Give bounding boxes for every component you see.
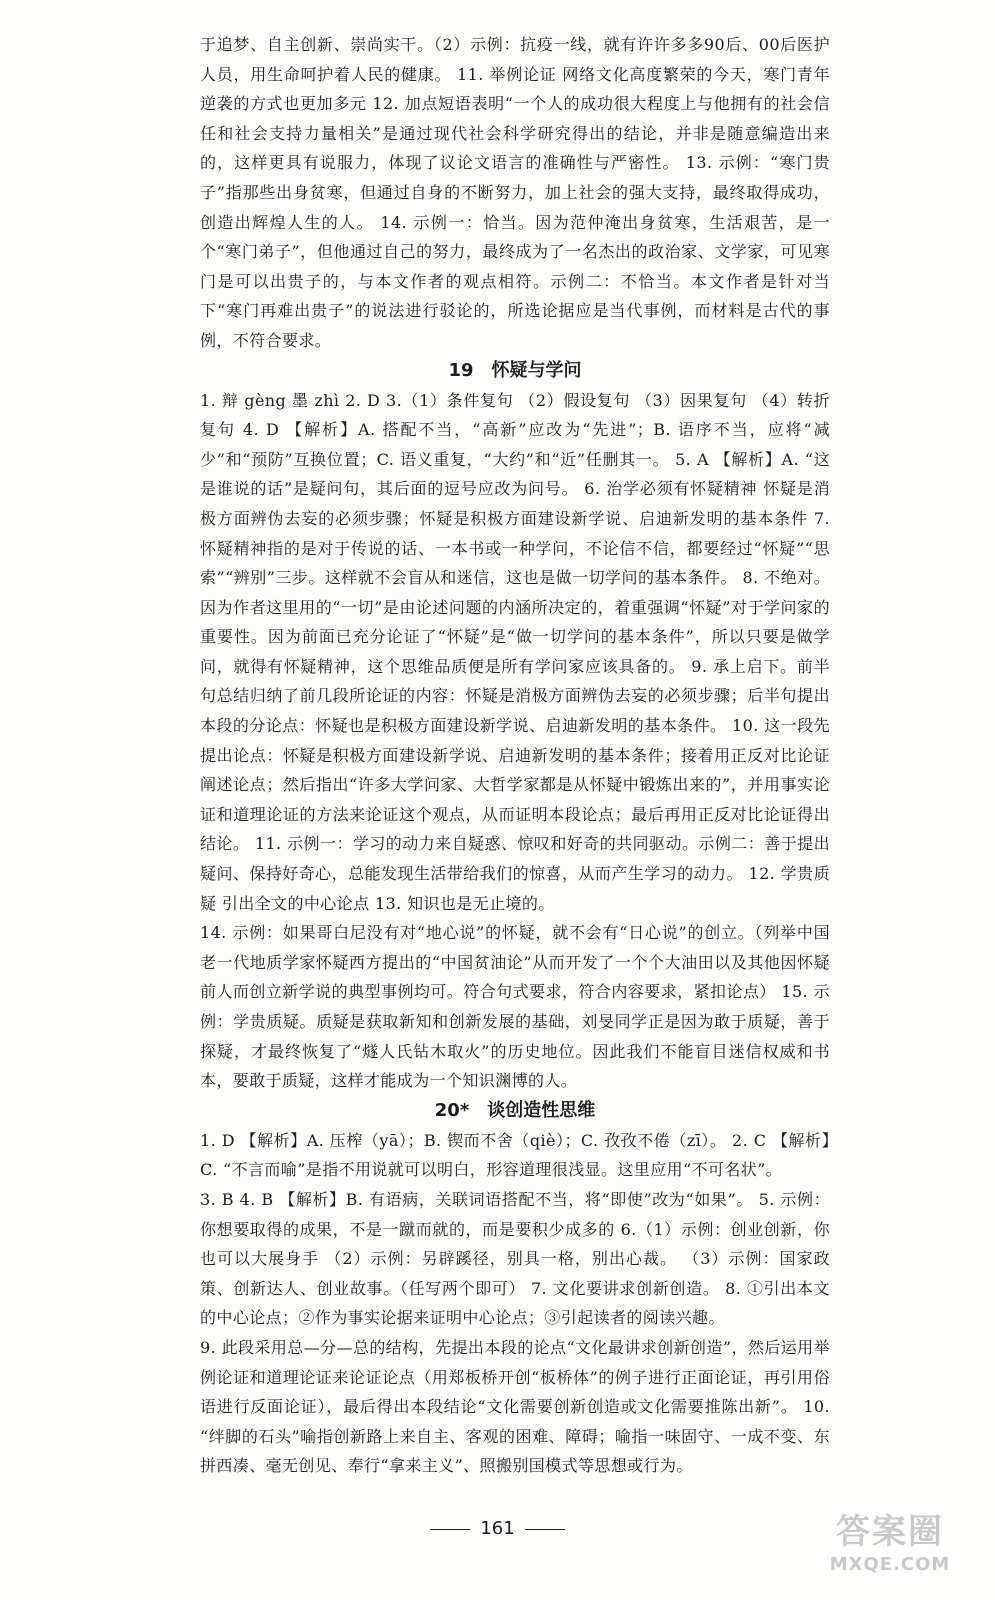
footer-dash-right [525,1529,565,1530]
answer-paragraph: 3. B 4. B 【解析】B. 有语病，关联词语搭配不当，将“即使”改为“如果”。 5. 示例：你想要取得的成果，不是一蹴而就的，而是要积少成多的 6.（1）示例：创业创新，你也可以大展身手 （2）示例：另辟蹊径，别具一格，别出心裁。 （3）示例：国家政策、创新达人、创业故事。（任写两个即可） 7. 文化要讲求创新创造。 8. ①引出本文的中心论点；②作为事实论据来证明中心论点；③引起读者的阅读兴趣。 [200,1189,830,1328]
section-title: 谈创造性思维 [487,1099,596,1121]
answer-paragraph: 9. 此段采用总—分—总的结构，先提出本段的论点“文化最讲求创新创造”，然后运用举例论证和道理论证来论证论点（用郑板桥开创“板桥体”的例子进行正面论证，再引用俗语进行反面论证），最后得出本段结论“文化需要创新创造或文化需要推陈出新”。 10. “绊脚的石头”喻指创新路上来自主、客观的困难、障碍；喻指一味固守、一成不变、东拼西凑、毫无创见、奉行“拿来主义”、照搬别国模式等思想或行为。 [200,1337,830,1476]
footer-dash-left [430,1529,470,1530]
section-heading-19 [200,356,830,386]
section-title: 怀疑与学问 [491,359,582,381]
section-heading-20 [200,1096,830,1126]
answer-paragraph: 14. 示例：如果哥白尼没有对“地心说”的怀疑，就不会有“日心说”的创立。（列举中国老一代地质学家怀疑西方提出的“中国贫油论”从而开发了一个个大油田以及其他因怀疑前人而创立新学说的典型事例均可。符合句式要求，符合内容要求，紧扣论点） 15. 示例：学贵质疑。质疑是获取新知和创新发展的基础，刘旻同学正是因为敢于质疑，善于探疑，才最终恢复了“燧人氏钻木取火”的历史地位。因此我们不能盲目迷信权威和书本，要敢于质疑，这样才能成为一个知识渊博的人。 [200,923,830,1091]
section-number: 20* [434,1099,470,1121]
watermark-logo [810,1510,970,1590]
watermark-url: MXQE.COM [829,1554,951,1575]
section-number: 19 [448,359,474,381]
page-content [200,30,830,1481]
answer-paragraph: 于追梦、自主创新、崇尚实干。（2）示例：抗疫一线，就有许许多多90后、00后医护人员，用生命呵护着人民的健康。 11. 举例论证 网络文化高度繁荣的今天，寒门青年逆袭的方式也更加多元 12. 加点短语表明“一个人的成功很大程度上与他拥有的社会信任和社会支持力量相关”是通过现代社会科学研究得出的结论，并非是随意编造出来的，这样更具有说服力，体现了议论文语言的准确性与严密性。 13. 示例：“寒门贵子”指那些出身贫寒，但通过自身的不断努力，加上社会的强大支持，最终取得成功，创造出辉煌人生的人。 14. 示例一：恰当。因为范仲淹出身贫寒，生活艰苦，是一个“寒门弟子”，但他通过自己的努力，最终成为了一名杰出的政治家、文学家，可见寒门是可以出贵子的，与本文作者的观点相符。示例二：不恰当。本文作者是针对当下“寒门再难出贵子”的说法进行驳论的，所选论据应是当代事例，而材料是古代的事例，不符合要求。 [200,35,830,350]
page-number: 161 [480,1518,515,1539]
watermark-text: 答案圈 [836,1512,944,1552]
answer-paragraph: 1. 辩 gèng 墨 zhì 2. D 3.（1）条件复句 （2）假设复句 （3）因果复句 （4）转折复句 4. D 【解析】A. 搭配不当，“高新”应改为“先进”；B. 语序不当，应将“减少”和“预防”互换位置；C. 语义重复，“大约”和“近”任删其一。 5. A 【解析】A. “这是谁说的话”是疑问句，其后面的逗号应改为问号。 6. 治学必须有怀疑精神 怀疑是消极方面辨伪去妄的必须步骤；怀疑是积极方面建设新学说、启迪新发明的基本条件 7. 怀疑精神指的是对于传说的话、一本书或一种学问，不论信不信，都要经过“怀疑”“思索”“辨别”三步。这样就不会盲从和迷信，这也是做一切学问的基本条件。 8. 不绝对。因为作者这里用的“一切”是由论述问题的内涵所决定的，着重强调“怀疑”对于学问家的重要性。因为前面已充分论证了“怀疑”是“做一切学问的基本条件”，所以只要是做学问，就得有怀疑精神，这个思维品质便是所有学问家应该具备的。 9. 承上启下。前半句总结归纳了前几段所论证的内容：怀疑是消极方面辨伪去妄的必须步骤；后半句提出本段的分论点：怀疑也是积极方面建设新学说、启迪新发明的基本条件。 10. 这一段先提出论点：怀疑是积极方面建设新学说、启迪新发明的基本条件；接着用正反对比论证阐述论点；然后指出“许多大学问家、大哲学家都是从怀疑中锻炼出来的”，并用事实论证和道理论证的方法来论证这个观点，从而证明本段论点；最后再用正反对比论证得出结论。 11. 示例一：学习的动力来自疑惑、惊叹和好奇的共同驱动。示例二：善于提出疑问、保持好奇心，总能发现生活带给我们的惊喜，从而产生学习的动力。 12. 学贵质疑 引出全文的中心论点 13. 知识也是无止境的。 [200,390,830,913]
answer-paragraph: 1. D 【解析】A. 压榨（yā）；B. 锲而不舍（qiè）；C. 孜孜不倦（zī）。 2. C 【解析】C. “不言而喻”是指不用说就可以明白，形容道理很浅显。这里应用“不可名状”。 [200,1130,830,1180]
